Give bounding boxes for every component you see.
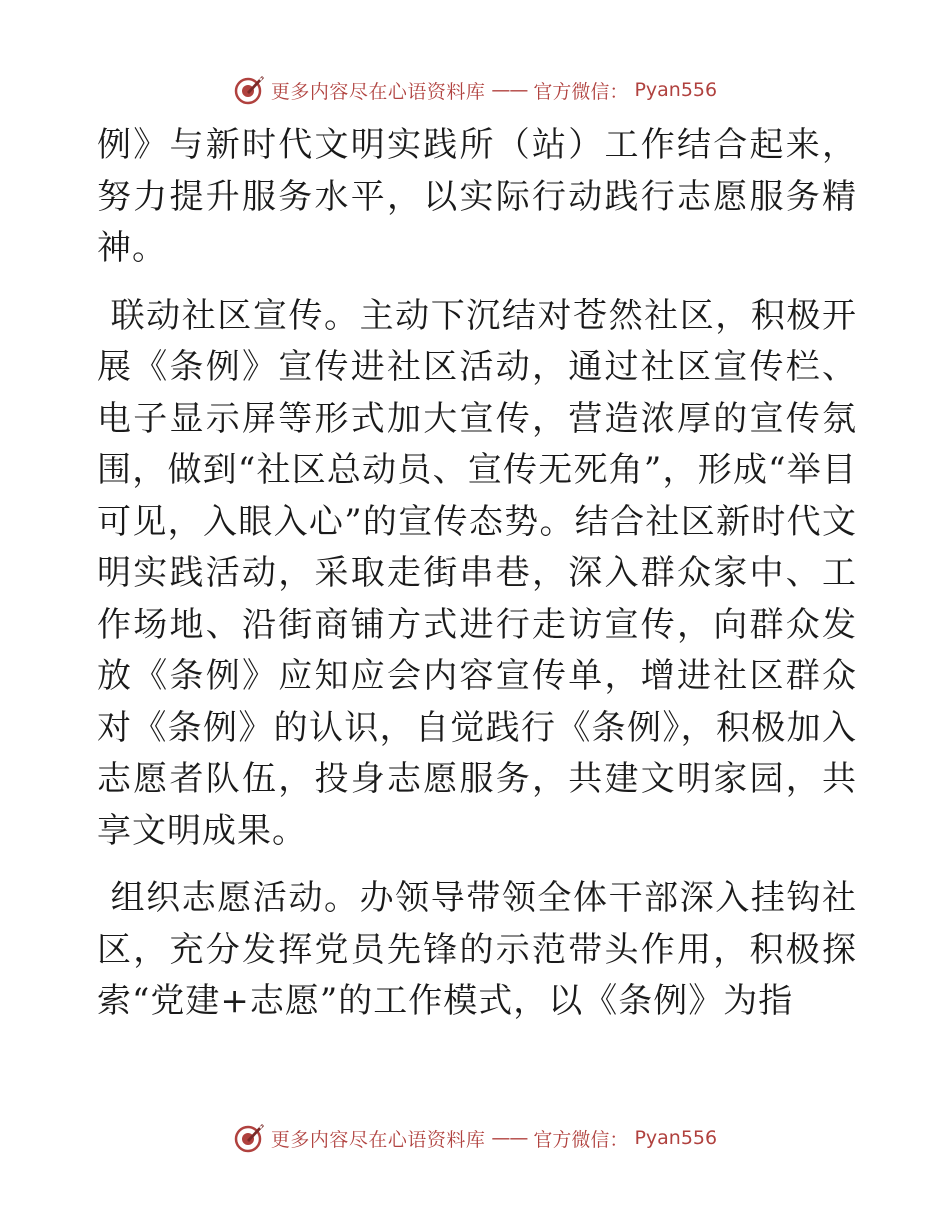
header-separator: —— bbox=[491, 79, 528, 101]
body-paragraph-2: 联动社区宣传。主动下沉结对苍然社区，积极开展《条例》宣传进社区活动，通过社区宣传栏、电子显示屏等形式加大宣传，营造浓厚的宣传氛围，做到“社区总动员、宣传无死角”，形成“举目可见，入眼入心”的宣传态势。结合社区新时代文明实践活动，采取走街串巷，深入群众家中、工作场地、沿街商铺方式进行走访宣传，向群众发放《条例》应知应会内容宣传单，增进社区群众对《条例》的认识，自觉践行《条例》，积极加入志愿者队伍，投身志愿服务，共建文明家园，共享文明成果。 bbox=[97, 295, 857, 851]
header-banner bbox=[0, 72, 950, 108]
body-paragraph-3: 组织志愿活动。办领导带领全体干部深入挂钩社区，充分发挥党员先锋的示范带头作用，积极探索“党建+志愿”的工作模式，以《条例》为指 bbox=[97, 878, 857, 1021]
footer-separator: —— bbox=[491, 1127, 528, 1149]
footer-wechat-id: Pyan556 bbox=[634, 1127, 718, 1149]
document-body bbox=[97, 120, 857, 1044]
footer-banner bbox=[0, 1120, 950, 1156]
header-brand-text: 更多内容尽在心语资料库 bbox=[270, 80, 486, 103]
quill-seal-icon bbox=[233, 1122, 265, 1154]
quill-seal-icon bbox=[233, 74, 265, 106]
header-wechat-label: 官方微信： bbox=[533, 80, 629, 103]
footer-wechat-label: 官方微信： bbox=[533, 1128, 629, 1151]
body-paragraph-1: 例》与新时代文明实践所（站）工作结合起来，努力提升服务水平，以实际行动践行志愿服务精神。 bbox=[97, 125, 857, 268]
header-wechat-id: Pyan556 bbox=[634, 79, 718, 101]
footer-brand-text: 更多内容尽在心语资料库 bbox=[270, 1128, 486, 1151]
